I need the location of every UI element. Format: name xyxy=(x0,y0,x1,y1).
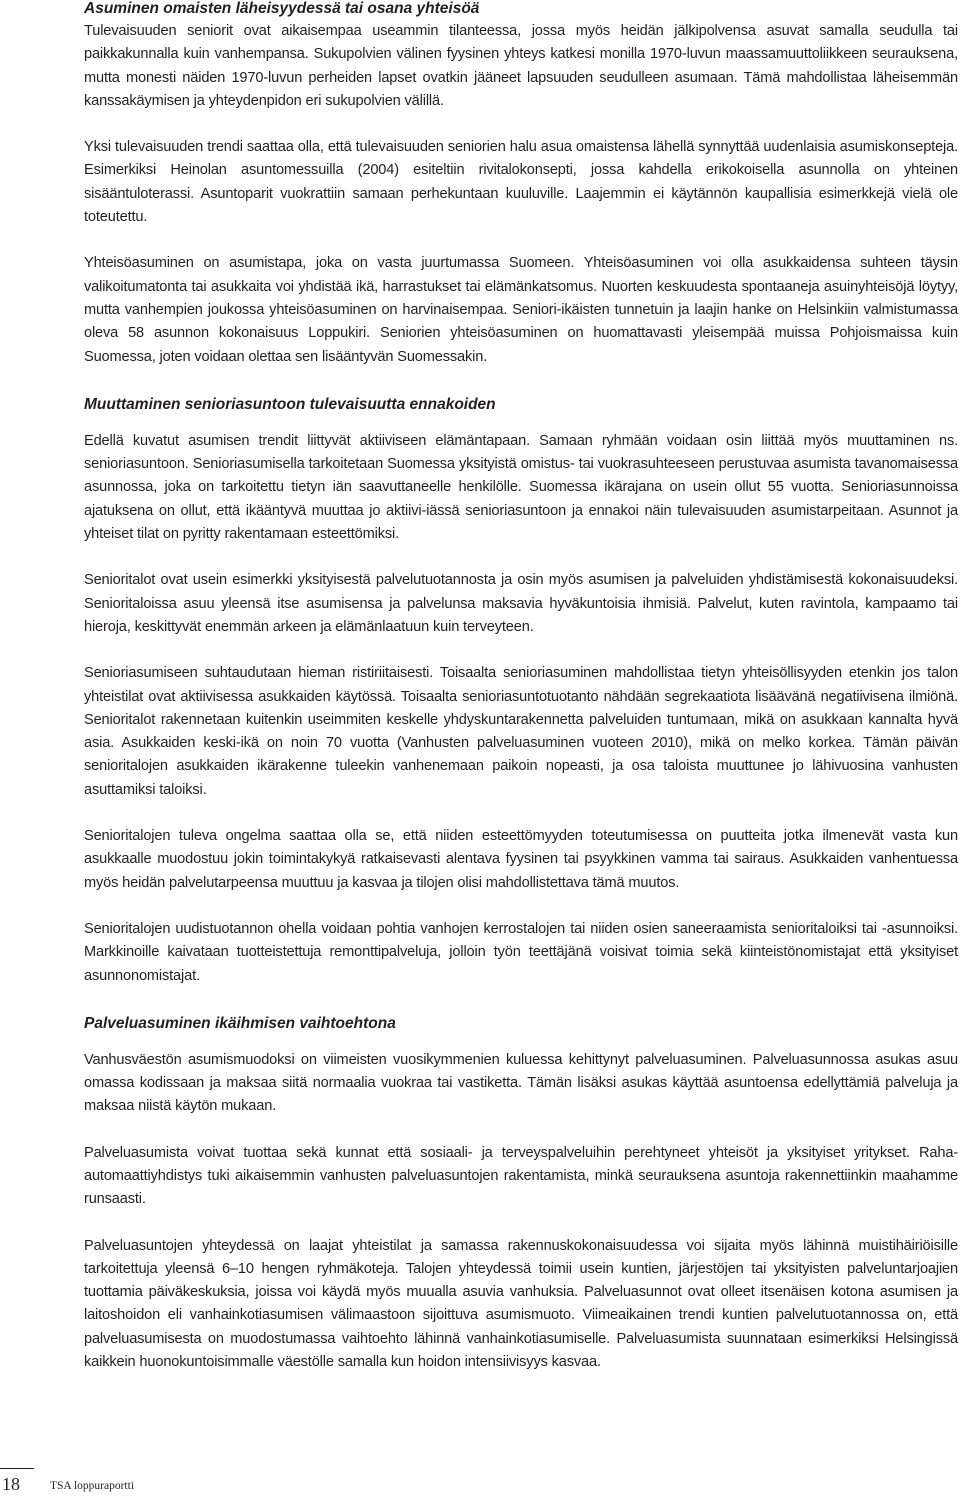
paragraph: Yhteisöasuminen on asumistapa, joka on vasta juurtumassa Suomeen. Yhteisöasuminen voi olla asukkaidensa suhteen täysin valikoitumatonta tai asukkaita voi yhdistää ikä, harrastukset tai elämänkatsomus. Nuorten keskuudesta spontaaneja asuinyhteisöjä löytyy, mutta vanhempien joukossa yhteisöasuminen on harvinaisempaa. Seniori-ikäisten tunnetuin ja laajin hanke on Helsinkiin valmistumassa oleva 58 asunnon kokonaisuus Loppukiri. Seniorien yhteisöasuminen on huomattavasti yleisempää muissa Pohjoismaissa kuin Suomessa, joten voidaan olettaa sen lisääntyvän Suomessakin. xyxy=(84,255,958,365)
paragraph: Senioriasumiseen suhtaudutaan hieman ristiriitaisesti. Toisaalta senioriasuminen mahdollistaa tietyn yhteisöllisyyden etenkin jos talon yhteistilat ovat aktiivisessa asukkaiden käytössä. Toisaalta senioriasuntotuotanto nähdään segrekaatiota lisäävänä negatiivisena ilmiönä. Senioritalot rakennetaan kuitenkin useimmiten keskelle yhdyskuntarakennetta palveluiden tuntumaan, mikä on asukkaan kannalta hyvä asia. Asukkaiden keski-ikä on noin 70 vuotta (Vanhusten palveluasuminen vuoteen 2010), mikä on melko korkea. Tämän päivän senioritalojen asukkaiden ikärakenne tuleekin vanhenemaan paikoin nopeasti, ja osa taloista muuttunee jo lähivuosina vanhusten asuttamiksi taloiksi. xyxy=(84,665,958,798)
paragraph: Palveluasumista voivat tuottaa sekä kunnat että sosiaali- ja terveyspalveluihin perehtyneet yhteisöt ja yksityiset yritykset. Raha-automaattiyhdistys tuki aikaisemmin vanhusten palveluasuntojen rakentamista, minkä seurauksena asuntoja rakennettiinkin maahamme runsaasti. xyxy=(84,1144,958,1208)
footer-title: TSA loppuraportti xyxy=(50,1480,135,1492)
paragraph: Senioritalojen uudistuotannon ohella voidaan pohtia vanhojen kerrostalojen tai niiden osien saneeraamista senioritaloiksi tai -asunnoiksi. Markkinoille kaivataan tuotteistettuja remonttipalveluja, jolloin työn teettäjänä voisivat toimia sekä kiinteistönomistajat että yksityiset asunnonomistajat. xyxy=(84,920,958,984)
paragraph: Vanhusväestön asumismuodoksi on viimeisten vuosikymmenien kuluessa kehittynyt palveluasuminen. Palveluasunnossa asukas asuu omassa kodissaan ja maksaa siitä normaalia vuokraa tai vastiketta. Tämän lisäksi asukas käyttää asuntoensa edellyttämiä palveluja ja maksaa niistä käytön mukaan. xyxy=(84,1051,958,1115)
paragraph: Yksi tulevaisuuden trendi saattaa olla, että tulevaisuuden seniorien halu asua omaistensa lähellä synnyttää uudenlaisia asumiskonsepteja. Esimerkiksi Heinolan asuntomessuilla (2004) esiteltiin rivitalokonsepti, jossa kahdella erikokoisella asunnolla on yhteinen sisääntuloterassi. Asuntoparit vuokrattiin samaan perhekuntaan kuuluville. Laajemmin ei käytännön kaupallisia esimerkkejä vielä ole toteutettu. xyxy=(84,139,958,226)
section-heading: Muuttaminen senioriasuntoon tulevaisuutta ennakoiden xyxy=(84,395,496,413)
paragraph: Palveluasuntojen yhteydessä on laajat yhteistilat ja samassa rakennuskokonaisuudessa voi sijaita myös lähinnä muistihäiriöisille tarkoitettuja yleensä 6–10 hengen ryhmäkoteja. Talojen yhteydessä toimii usein kuntien, järjestöjen tai yksityisten palveluntarjoajien tuottamia päiväkeskuksia, joissa voi käydä myös muualla asuvia vanhuksia. Palveluasunnot ovat olleet itsenäisen kotona asumisen ja laitoshoidon eli vanhainkotiasumisen välimaastoon sijoittuva asumismuoto. Viimeaikainen trendi kuntien palvelutuotannossa on, että palveluasumisesta on muodostumassa vaihtoehto lähinnä vanhainkotiasumiselle. Palveluasumista suunnataan esimerkiksi Helsingissä kaikkein huonokuntoisimmalle väestölle samalla kun hoidon intensiivisyys kasvaa. xyxy=(84,1237,958,1371)
paragraph: Tulevaisuuden seniorit ovat aikaisempaa useammin tilanteessa, jossa myös heidän jälkipolvensa asuvat samalla seudulla tai paikkakunnalla kuin vanhempansa. Sukupolvien välinen fyysinen yhteys katkesi monilla 1970-luvun maassamuuttoliikkeen seurauksena, mutta monesti näiden 1970-luvun perheiden lapset ovatkin jääneet lapsuuden seudulleen asumaan. Tämä mahdollistaa läheisemmän kanssakäymisen ja yhteydenpidon eri sukupolvien välillä. xyxy=(84,23,958,109)
paragraph: Senioritalojen tuleva ongelma saattaa olla se, että niiden esteettömyyden toteutumisessa on puutteita jotka ilmenevät vasta kun asukkaalle muodostuu jokin toimintakykyä ratkaisevasti alentava fyysinen tai psyykkinen vamma tai sairaus. Asukkaiden vanhentuessa myös heidän palvelutarpeensa muuttuu ja kasvaa ja tilojen olisi mahdollistettava tämä muutos. xyxy=(84,828,958,891)
paragraph: Senioritalot ovat usein esimerkki yksityisestä palvelutuotannosta ja osin myös asumisen ja palveluiden yhdistämisestä kokonaisuudeksi. Senioritaloissa asuu yleensä itse asumisensa ja palvelunsa maksavia hyväkuntoisia ihmisiä. Palvelut, kuten ravintola, kampaamo tai hieroja, keskittyvät enemmän arkeen ja elämänlaatuun kuin terveyteen. xyxy=(84,572,958,635)
document-body xyxy=(84,0,958,1374)
section-heading: Asuminen omaisten läheisyydessä tai osana yhteisöä xyxy=(84,0,480,17)
paragraph: Edellä kuvatut asumisen trendit liittyvät aktiiviseen elämäntapaan. Samaan ryhmään voidaan osin liittää myös muuttaminen ns. senioriasuntoon. Senioriasumisella tarkoitetaan Suomessa yksityistä omistus- tai vuokrasuhteeseen perustuvaa asumista tavanomaisessa asunnossa, joka on tarkoitettu tietyn iän saavuttaneelle henkilölle. Suomessa ikärajana on usein ollut 55 vuotta. Senioriasunnoissa ajatuksena on ollut, että ikääntyvä muuttaa jo aktiivi-iässä senioriasuntoon ja ennakoi näin tulevaisuuden asumistarpeitaan. Asunnot ja yhteiset tilat on pyritty rakentamaan esteettömiksi. xyxy=(84,432,958,543)
section-heading: Palveluasuminen ikäihmisen vaihtoehtona xyxy=(84,1014,396,1032)
page-footer xyxy=(0,1468,960,1497)
footer-rule xyxy=(0,1468,34,1469)
page-number: 18 xyxy=(2,1474,20,1494)
